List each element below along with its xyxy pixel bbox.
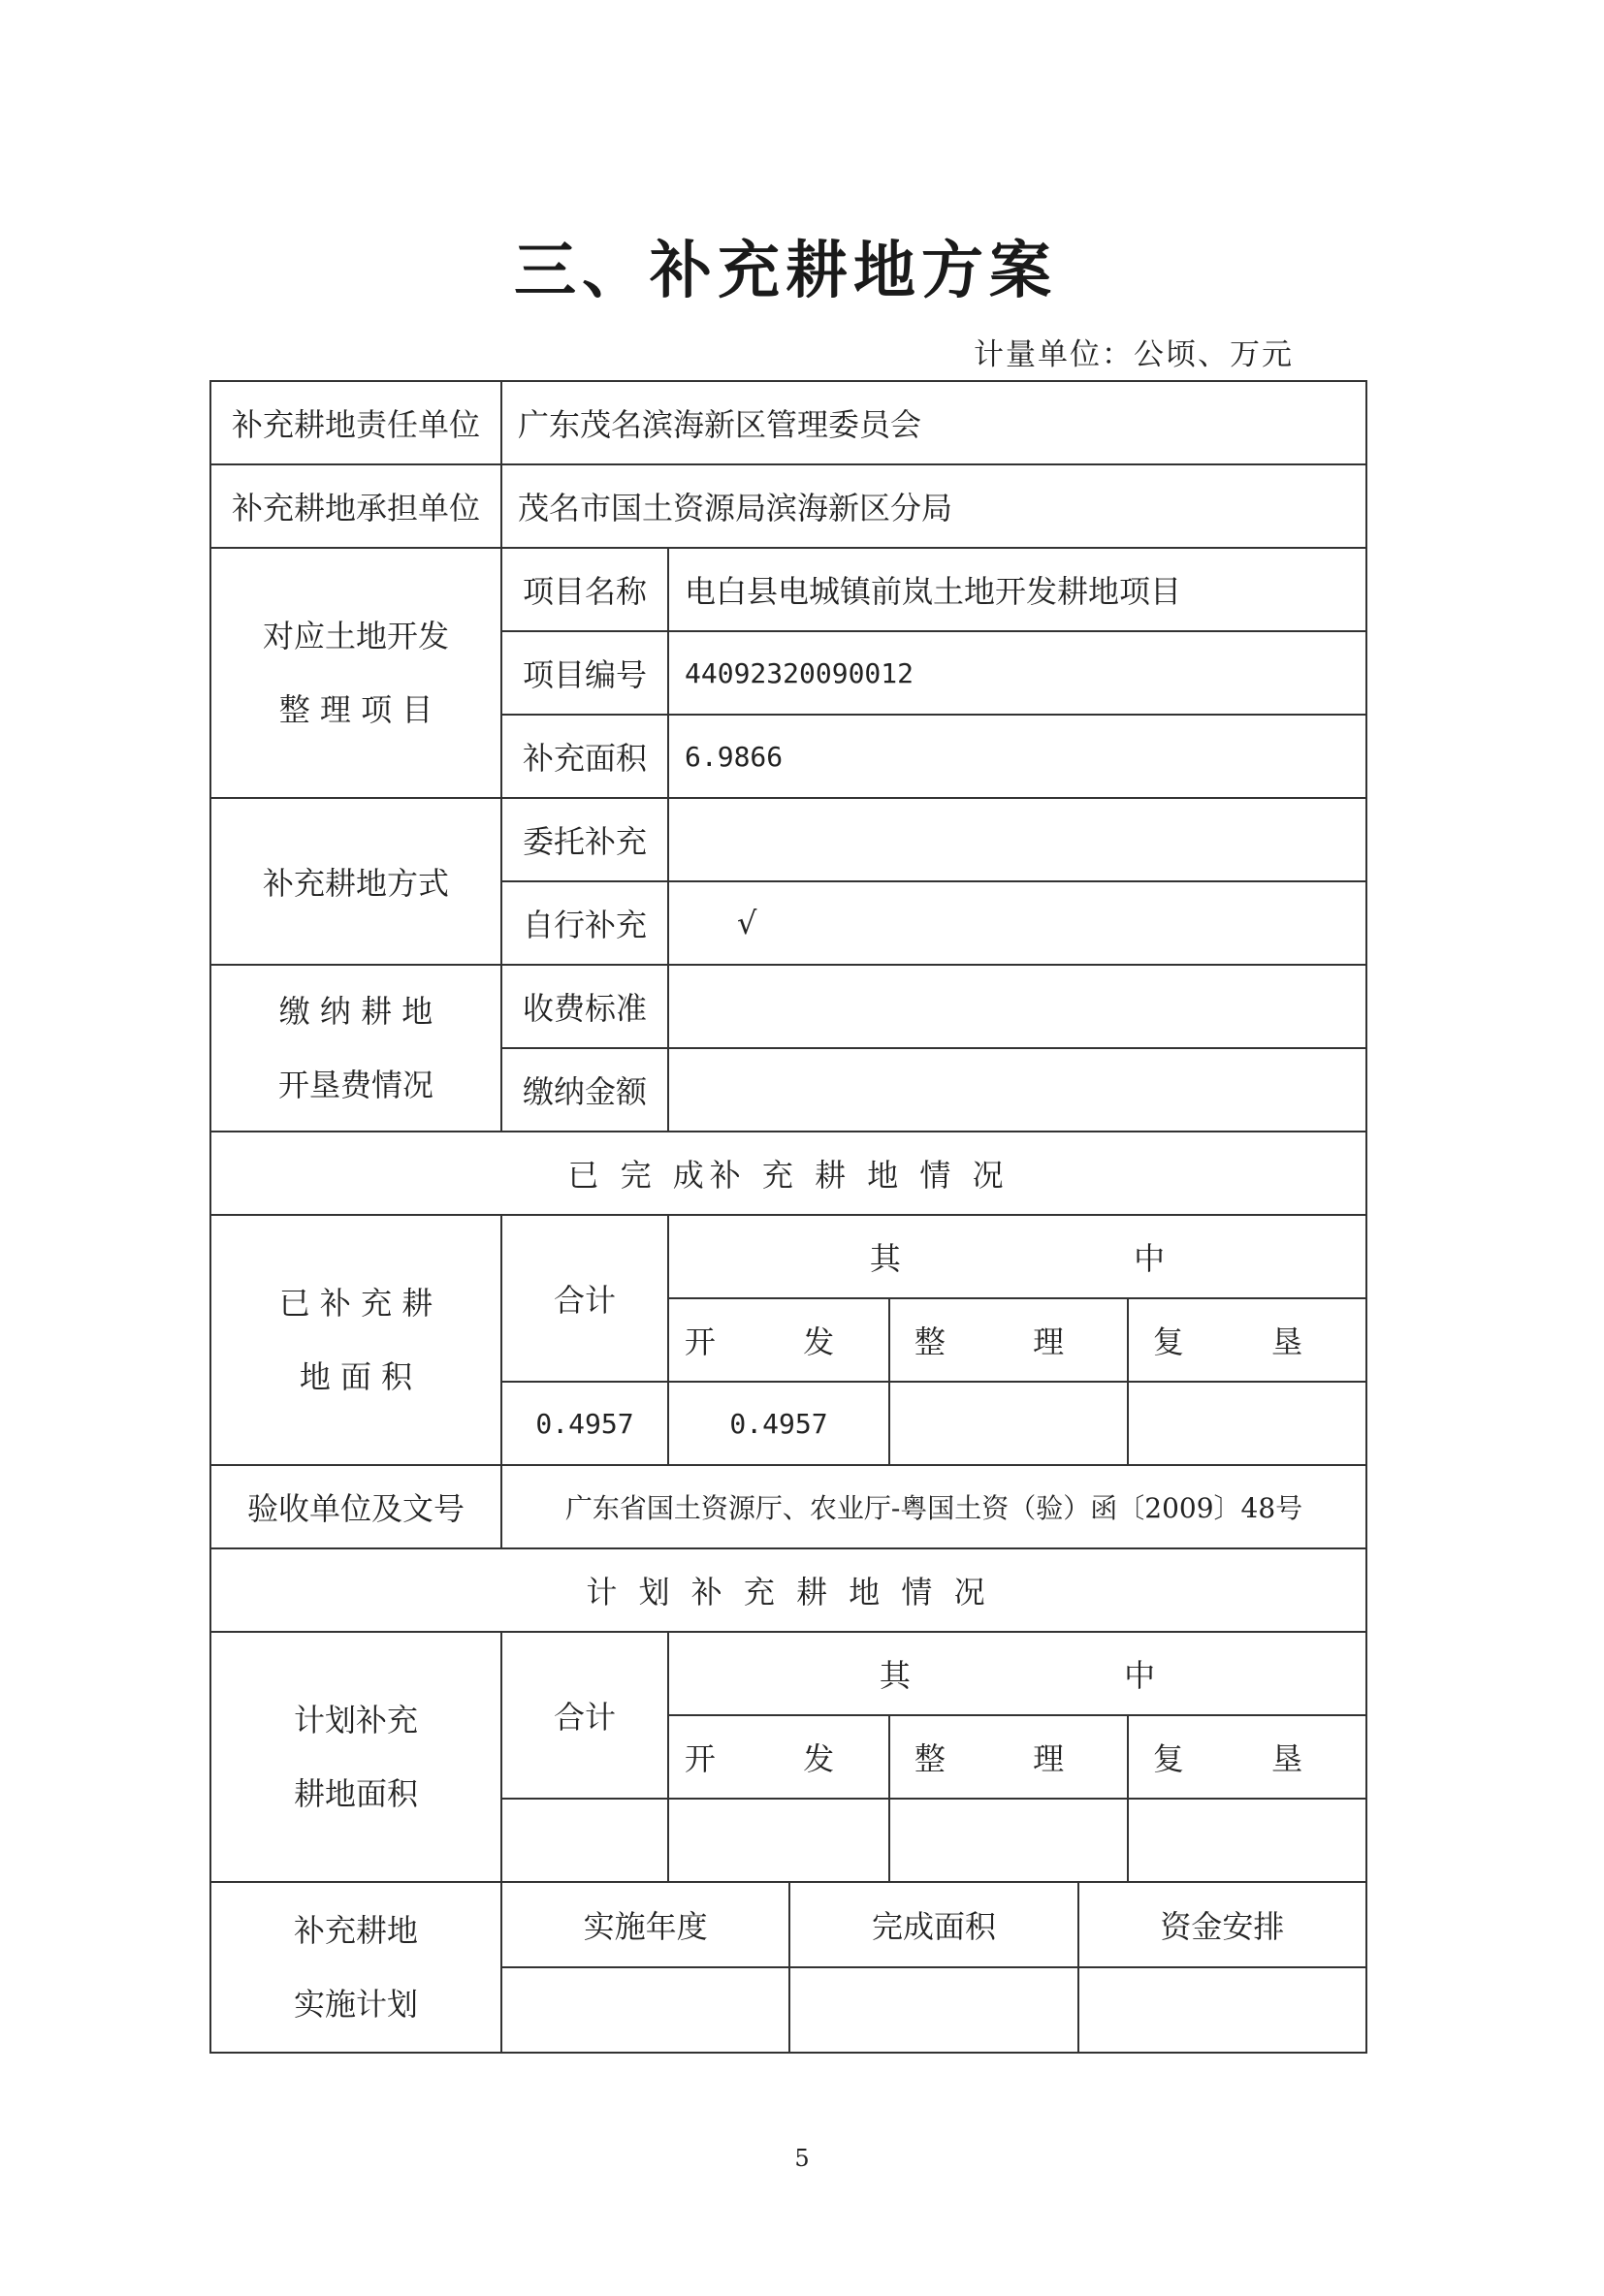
planned-section-title: 计 划 补 充 耕 地 情 况 [210,1548,1366,1632]
undertaking-unit-value: 茂名市国土资源局滨海新区分局 [501,464,1366,548]
plan-year-label: 实施年度 [502,1883,790,1966]
completed-section-title: 已 完 成补 充 耕 地 情 况 [210,1132,1366,1215]
unit-note: 计量单位：公顷、万元 [974,337,1294,372]
page-number: 5 [794,2145,810,2172]
completed-area-label [210,1215,501,1465]
table-row [210,1548,1366,1632]
fee-label-line1: 缴 纳 耕 地 [278,993,433,1030]
table-row [210,464,1366,548]
planned-develop-value [668,1799,889,1882]
responsible-unit-value: 广东茂名滨海新区管理委员会 [501,381,1366,464]
self-label: 自行补充 [501,881,668,965]
fee-amount-value [668,1048,1366,1132]
table-row [210,965,1366,1048]
plan-label-line2: 实施计划 [293,1986,418,2023]
plan-grid-values [501,1967,1366,2053]
fee-standard-label: 收费标准 [501,965,668,1048]
project-number-value: 44092320090012 [668,631,1366,715]
planned-of-which-2: 中 [1124,1657,1156,1694]
plan-area-label: 完成面积 [790,1883,1078,1966]
supplement-area-value: 6.9866 [668,715,1366,798]
completed-total-value: 0.4957 [501,1382,668,1465]
planned-area-label [210,1632,501,1882]
completed-of-which-2: 中 [1134,1240,1166,1277]
plan-year-value [502,1968,790,2052]
table-row [210,381,1366,464]
planned-of-which-1: 其 [879,1657,911,1694]
planned-arrange-value [889,1799,1128,1882]
completed-arrange-value [889,1382,1128,1465]
table-row [210,1632,1366,1715]
table-row [210,1882,1366,1967]
undertaking-unit-label: 补充耕地承担单位 [210,464,501,548]
completed-arrange-label: 整 理 [889,1298,1128,1382]
project-group-label-line2: 整 理 项 目 [278,691,433,728]
planned-reclaim-value [1128,1799,1366,1882]
planned-develop-label: 开 发 [668,1715,889,1799]
planned-arrange-label: 整 理 [889,1715,1128,1799]
completed-area-label-line2: 地 面 积 [299,1358,413,1395]
acceptance-value: 广东省国土资源厅、农业厅-粤国土资（验）函〔2009〕48号 [501,1465,1366,1548]
planned-total-value [501,1799,668,1882]
acceptance-label: 验收单位及文号 [210,1465,501,1548]
completed-of-which-header [668,1215,1366,1298]
entrusted-value [668,798,1366,881]
method-label: 补充耕地方式 [210,798,501,965]
page-title: 三、补充耕地方案 [514,235,1057,307]
supplement-area-label: 补充面积 [501,715,668,798]
completed-develop-value: 0.4957 [668,1382,889,1465]
planned-total-label: 合计 [501,1632,668,1799]
entrusted-label: 委托补充 [501,798,668,881]
table-row [210,548,1366,631]
project-name-label: 项目名称 [501,548,668,631]
supplement-farmland-table [209,380,1367,2054]
plan-label-line1: 补充耕地 [293,1912,418,1949]
project-number-label: 项目编号 [501,631,668,715]
planned-area-label-line2: 耕地面积 [293,1775,418,1812]
self-check-value: √ [668,881,1366,965]
completed-total-label: 合计 [501,1215,668,1382]
completed-develop-label: 开 发 [668,1298,889,1382]
completed-area-label-line1: 已 补 充 耕 [278,1285,433,1322]
completed-reclaim-label: 复 垦 [1128,1298,1366,1382]
table-row [210,1132,1366,1215]
project-group-label [210,548,501,798]
fee-label-line2: 开垦费情况 [277,1067,433,1103]
planned-reclaim-label: 复 垦 [1128,1715,1366,1799]
responsible-unit-label: 补充耕地责任单位 [210,381,501,464]
plan-grid-header [501,1882,1366,1967]
project-name-value: 电白县电城镇前岚土地开发耕地项目 [668,548,1366,631]
table-row [210,1465,1366,1548]
planned-area-label-line1: 计划补充 [293,1702,418,1738]
completed-reclaim-value [1128,1382,1366,1465]
fee-amount-label: 缴纳金额 [501,1048,668,1132]
plan-label [210,1882,501,2053]
table-row [210,798,1366,881]
table-row [210,1215,1366,1298]
plan-fund-label: 资金安排 [1160,1908,1285,1945]
planned-of-which-header [668,1632,1366,1715]
fee-standard-value [668,965,1366,1048]
project-group-label-line1: 对应土地开发 [262,618,449,654]
plan-area-value [790,1968,1078,2052]
completed-of-which-1: 其 [869,1240,901,1277]
fee-label [210,965,501,1132]
plan-fund-value [1079,1968,1365,2052]
